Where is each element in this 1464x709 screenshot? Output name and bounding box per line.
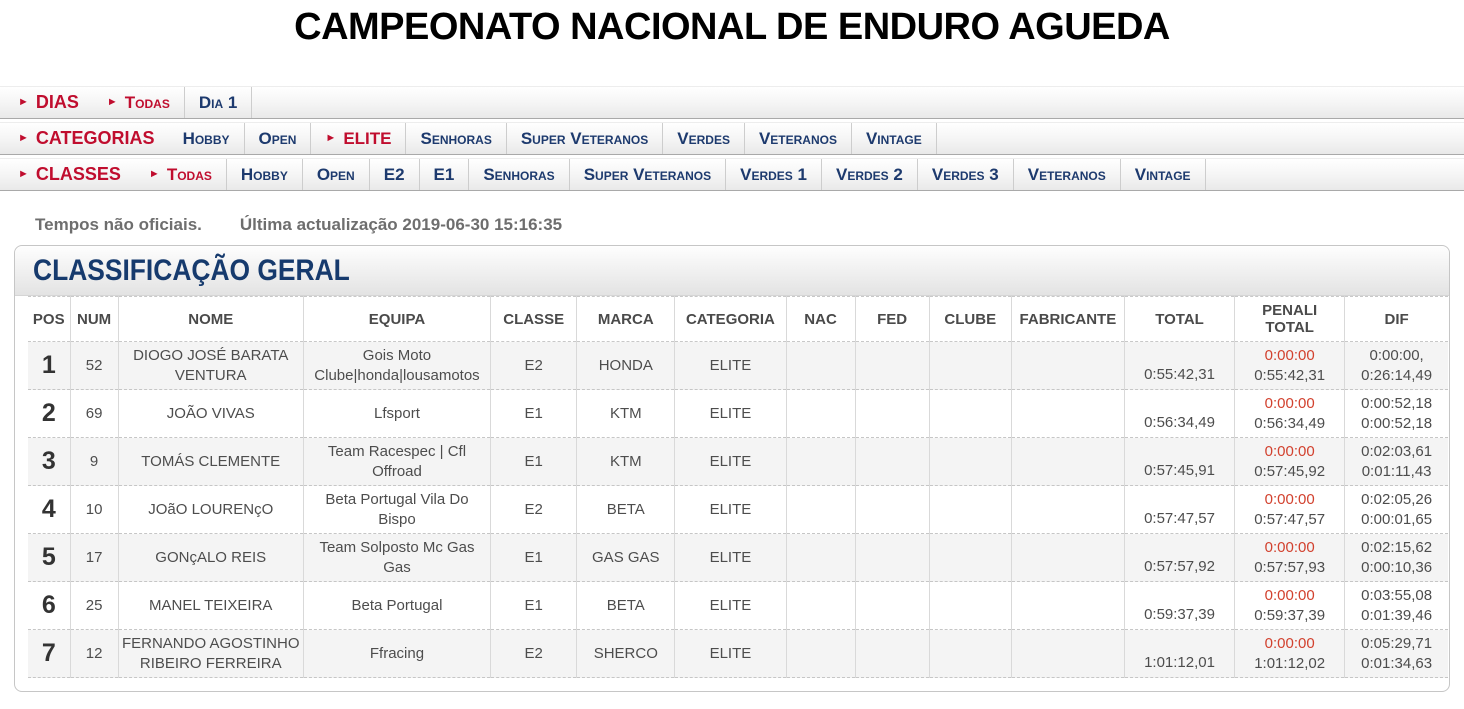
nac-cell (786, 390, 855, 438)
panel-title: CLASSIFICAÇÃO GERAL (33, 254, 350, 287)
column-header-classe: CLASSE (491, 297, 577, 342)
dif-previous-value: 0:26:14,49 (1361, 366, 1433, 384)
penali-total-cell (1235, 438, 1345, 486)
nav-item-vintage[interactable] (1121, 159, 1206, 190)
marca-cell: GAS GAS (577, 534, 675, 582)
last-update-timestamp: Última actualização 2019-06-30 15:16:35 (239, 215, 563, 234)
clube-cell (929, 390, 1011, 438)
total-value: 0:59:37,39 (1144, 606, 1215, 624)
dif-cell (1345, 342, 1448, 390)
total-spacer (1128, 538, 1231, 557)
penali-total-cell (1235, 534, 1345, 582)
clube-cell (929, 534, 1011, 582)
fabricante-cell (1011, 390, 1124, 438)
fabricante-cell (1011, 438, 1124, 486)
marca-cell: HONDA (577, 342, 675, 390)
num-cell: 9 (70, 438, 118, 486)
penali-total-value: 0:59:37,39 (1254, 606, 1326, 624)
pos-cell: 1 (28, 342, 70, 390)
nav-item-open[interactable] (245, 123, 312, 154)
penalty-value: 0:00:00 (1264, 635, 1315, 652)
penali-total-cell (1235, 390, 1345, 438)
nav-group-categorias (10, 123, 169, 154)
nav-item-label: Verdes (677, 128, 730, 148)
equipa-cell: Team Solposto Mc Gas Gas (303, 534, 490, 582)
penalty-value: 0:00:00 (1264, 395, 1315, 412)
nav-item-verdes-2[interactable] (822, 159, 918, 190)
penali-total-value: 0:56:34,49 (1254, 414, 1326, 432)
selected-arrow-icon: ► (148, 168, 160, 180)
nav-group-label: CLASSES (35, 164, 121, 184)
dif-previous-value: 0:00:01,65 (1361, 510, 1433, 528)
nav-item-senhoras[interactable] (469, 159, 569, 190)
nav-item-e2[interactable] (370, 159, 420, 190)
pos-cell: 2 (28, 390, 70, 438)
penali-total-value: 0:55:42,31 (1254, 366, 1326, 384)
categoria-cell: ELITE (675, 486, 786, 534)
nav-item-vintage[interactable] (852, 123, 937, 154)
classe-cell: E2 (491, 630, 577, 678)
fabricante-cell (1011, 534, 1124, 582)
nav-item-label: Veteranos (758, 128, 837, 148)
fed-cell (855, 630, 929, 678)
nav-item-label: Verdes 1 (740, 164, 807, 184)
nav-item-todas[interactable] (135, 159, 227, 190)
dif-leader-value: 0:02:05,26 (1361, 491, 1433, 508)
nav-item-super-veteranos[interactable] (570, 159, 726, 190)
nav-item-verdes-3[interactable] (918, 159, 1014, 190)
categoria-cell: ELITE (675, 438, 786, 486)
nav-item-veteranos[interactable] (1014, 159, 1121, 190)
marca-cell: BETA (577, 486, 675, 534)
nav-item-verdes[interactable] (663, 123, 745, 154)
fed-cell (855, 438, 929, 486)
nav-item-open[interactable] (303, 159, 370, 190)
num-cell: 12 (70, 630, 118, 678)
fed-cell (855, 390, 929, 438)
pos-cell: 6 (28, 582, 70, 630)
column-header-fed: FED (855, 297, 929, 342)
equipa-cell: Gois Moto Clube|honda|lousamotos (303, 342, 490, 390)
clube-cell (929, 582, 1011, 630)
selected-arrow-icon: ► (325, 132, 337, 144)
nav-item-label: Super Veteranos (583, 164, 712, 184)
nav-group-classes (10, 159, 135, 190)
nav-item-label: Hobby (240, 164, 288, 184)
dif-cell (1345, 390, 1448, 438)
clube-cell (929, 630, 1011, 678)
dif-cell (1345, 630, 1448, 678)
nav-item-dia-1[interactable] (185, 87, 252, 118)
column-header-marca: MARCA (577, 297, 675, 342)
categoria-cell: ELITE (675, 534, 786, 582)
marca-cell: KTM (577, 438, 675, 486)
classe-cell: E2 (491, 342, 577, 390)
nav-item-label: Verdes 3 (931, 164, 999, 184)
dif-cell (1345, 486, 1448, 534)
dif-previous-value: 0:00:10,36 (1361, 558, 1433, 576)
classe-cell: E1 (491, 534, 577, 582)
dif-leader-value: 0:03:55,08 (1361, 587, 1433, 604)
nac-cell (786, 438, 855, 486)
nav-group-label: DIAS (35, 92, 79, 112)
clube-cell (929, 342, 1011, 390)
selected-arrow-icon: ► (106, 96, 118, 108)
nav-item-label: Senhoras (483, 164, 555, 184)
dif-leader-value: 0:00:00, (1369, 347, 1424, 364)
num-cell: 17 (70, 534, 118, 582)
nac-cell (786, 534, 855, 582)
dif-previous-value: 0:01:11,43 (1361, 462, 1432, 480)
filter-arrow-icon: ► (18, 132, 29, 144)
column-header-nac: NAC (786, 297, 855, 342)
pos-cell: 3 (28, 438, 70, 486)
penalty-value: 0:00:00 (1264, 347, 1315, 364)
marca-cell: KTM (577, 390, 675, 438)
pos-cell: 5 (28, 534, 70, 582)
pos-cell: 7 (28, 630, 70, 678)
column-header-fabricante: FABRICANTE (1011, 297, 1124, 342)
dif-leader-value: 0:02:15,62 (1361, 539, 1433, 556)
column-header-dif: DIF (1345, 297, 1448, 342)
fed-cell (855, 534, 929, 582)
fabricante-cell (1011, 342, 1124, 390)
penalty-value: 0:00:00 (1264, 491, 1315, 508)
nav-item-super-veteranos[interactable] (507, 123, 663, 154)
nome-cell: GONçALO REIS (118, 534, 303, 582)
penali-total-cell (1235, 342, 1345, 390)
equipa-cell: Ffracing (303, 630, 490, 678)
table-row (28, 630, 1448, 678)
penali-total-value: 0:57:47,57 (1254, 510, 1326, 528)
penali-total-value: 0:57:45,92 (1254, 462, 1326, 480)
equipa-cell: Lfsport (303, 390, 490, 438)
total-value: 0:56:34,49 (1144, 414, 1215, 432)
total-spacer (1128, 442, 1231, 461)
penali-total-cell (1235, 486, 1345, 534)
dif-previous-value: 0:01:34,63 (1361, 654, 1433, 672)
dif-cell (1345, 438, 1448, 486)
dif-leader-value: 0:02:03,61 (1361, 443, 1433, 460)
nav-item-label: Super Veteranos (520, 128, 649, 148)
nav-item-label: Open (258, 128, 297, 148)
nav-item-label: Vintage (1134, 164, 1191, 184)
nav-item-label: Todas (124, 92, 170, 112)
marca-cell: SHERCO (577, 630, 675, 678)
column-header-penali-total: PENALI TOTAL (1235, 297, 1345, 342)
column-header-categoria: CATEGORIA (675, 297, 786, 342)
penali-total-value: 1:01:12,02 (1254, 654, 1326, 672)
panel-header (15, 246, 1449, 296)
nav-bar-categorias (0, 122, 1464, 155)
nac-cell (786, 630, 855, 678)
total-cell (1124, 582, 1234, 630)
penalty-value: 0:00:00 (1264, 539, 1315, 556)
nac-cell (786, 582, 855, 630)
classe-cell: E2 (491, 486, 577, 534)
dif-previous-value: 0:00:52,18 (1361, 414, 1433, 432)
nav-bar-dias (0, 86, 1464, 119)
table-row (28, 582, 1448, 630)
nav-item-label: Todas (166, 164, 212, 184)
penalty-value: 0:00:00 (1264, 587, 1315, 604)
dif-cell (1345, 582, 1448, 630)
num-cell: 69 (70, 390, 118, 438)
total-cell (1124, 534, 1234, 582)
nac-cell (786, 486, 855, 534)
equipa-cell: Team Racespec | Cfl Offroad (303, 438, 490, 486)
total-spacer (1128, 346, 1231, 365)
categoria-cell: ELITE (675, 630, 786, 678)
fed-cell (855, 342, 929, 390)
categoria-cell: ELITE (675, 582, 786, 630)
total-cell (1124, 486, 1234, 534)
results-table (28, 296, 1448, 678)
nome-cell: FERNANDO AGOSTINHO RIBEIRO FERREIRA (118, 630, 303, 678)
penali-total-cell (1235, 582, 1345, 630)
fed-cell (855, 582, 929, 630)
total-spacer (1128, 394, 1231, 413)
filter-arrow-icon: ► (18, 168, 29, 180)
table-row (28, 342, 1448, 390)
total-value: 0:57:45,91 (1144, 462, 1215, 480)
total-value: 0:57:47,57 (1144, 510, 1215, 528)
nac-cell (786, 342, 855, 390)
fabricante-cell (1011, 486, 1124, 534)
fabricante-cell (1011, 630, 1124, 678)
categoria-cell: ELITE (675, 390, 786, 438)
nav-item-label: Hobby (182, 128, 230, 148)
classe-cell: E1 (491, 582, 577, 630)
table-row (28, 534, 1448, 582)
nav-item-label: ELITE (343, 128, 392, 148)
clube-cell (929, 486, 1011, 534)
nav-group-dias (10, 87, 93, 118)
nav-item-label: Veteranos (1027, 164, 1106, 184)
num-cell: 25 (70, 582, 118, 630)
classe-cell: E1 (491, 390, 577, 438)
column-header-pos: POS (28, 297, 70, 342)
page-title: CAMPEONATO NACIONAL DE ENDURO AGUEDA (294, 6, 1170, 48)
table-row (28, 486, 1448, 534)
nav-item-label: E1 (433, 164, 455, 184)
penali-total-value: 0:57:57,93 (1254, 558, 1326, 576)
nav-item-e1[interactable] (420, 159, 470, 190)
num-cell: 52 (70, 342, 118, 390)
nome-cell: JOãO LOURENçO (118, 486, 303, 534)
column-header-nome: NOME (118, 297, 303, 342)
nav-group-label: CATEGORIAS (35, 128, 155, 148)
penalty-value: 0:00:00 (1264, 443, 1315, 460)
total-cell (1124, 390, 1234, 438)
column-header-num: NUM (70, 297, 118, 342)
nav-item-veteranos[interactable] (745, 123, 852, 154)
dif-leader-value: 0:05:29,71 (1361, 635, 1433, 652)
total-value: 0:55:42,31 (1144, 366, 1215, 384)
nav-bar-classes (0, 158, 1464, 191)
nav-item-elite[interactable] (311, 123, 406, 154)
nav-item-label: Vintage (865, 128, 922, 148)
total-value: 0:57:57,92 (1144, 558, 1215, 576)
dif-cell (1345, 534, 1448, 582)
total-spacer (1128, 586, 1231, 605)
nav-item-label: Verdes 2 (835, 164, 903, 184)
categoria-cell: ELITE (675, 342, 786, 390)
total-spacer (1128, 634, 1231, 653)
status-line (35, 215, 1464, 235)
fed-cell (855, 486, 929, 534)
panel-bottom-spacer (15, 678, 1449, 691)
table-row (28, 390, 1448, 438)
total-spacer (1128, 490, 1231, 509)
equipa-cell: Beta Portugal Vila Do Bispo (303, 486, 490, 534)
total-cell (1124, 438, 1234, 486)
classification-panel (14, 245, 1450, 692)
nav-item-label: Open (316, 164, 355, 184)
fabricante-cell (1011, 582, 1124, 630)
total-value: 1:01:12,01 (1144, 654, 1215, 672)
equipa-cell: Beta Portugal (303, 582, 490, 630)
nav-item-hobby[interactable] (169, 123, 245, 154)
dif-previous-value: 0:01:39,46 (1361, 606, 1433, 624)
table-header-row (28, 297, 1448, 342)
filter-arrow-icon: ► (18, 96, 29, 108)
classe-cell: E1 (491, 438, 577, 486)
total-cell (1124, 630, 1234, 678)
marca-cell: BETA (577, 582, 675, 630)
nav-item-label: Dia 1 (198, 92, 238, 112)
nav-item-hobby[interactable] (227, 159, 303, 190)
total-cell (1124, 342, 1234, 390)
nome-cell: DIOGO JOSÉ BARATA VENTURA (118, 342, 303, 390)
nome-cell: JOÃO VIVAS (118, 390, 303, 438)
table-row (28, 438, 1448, 486)
nome-cell: MANEL TEIXEIRA (118, 582, 303, 630)
dif-leader-value: 0:00:52,18 (1361, 395, 1433, 412)
nav-item-todas[interactable] (93, 87, 185, 118)
num-cell: 10 (70, 486, 118, 534)
nav-item-senhoras[interactable] (406, 123, 506, 154)
nav-item-verdes-1[interactable] (726, 159, 822, 190)
nome-cell: TOMÁS CLEMENTE (118, 438, 303, 486)
pos-cell: 4 (28, 486, 70, 534)
nav-item-label: E2 (383, 164, 405, 184)
column-header-total: TOTAL (1124, 297, 1234, 342)
column-header-clube: CLUBE (929, 297, 1011, 342)
nav-item-label: Senhoras (420, 128, 492, 148)
column-header-equipa: EQUIPA (303, 297, 490, 342)
clube-cell (929, 438, 1011, 486)
penali-total-cell (1235, 630, 1345, 678)
unofficial-times-note: Tempos não oficiais. (35, 215, 202, 234)
